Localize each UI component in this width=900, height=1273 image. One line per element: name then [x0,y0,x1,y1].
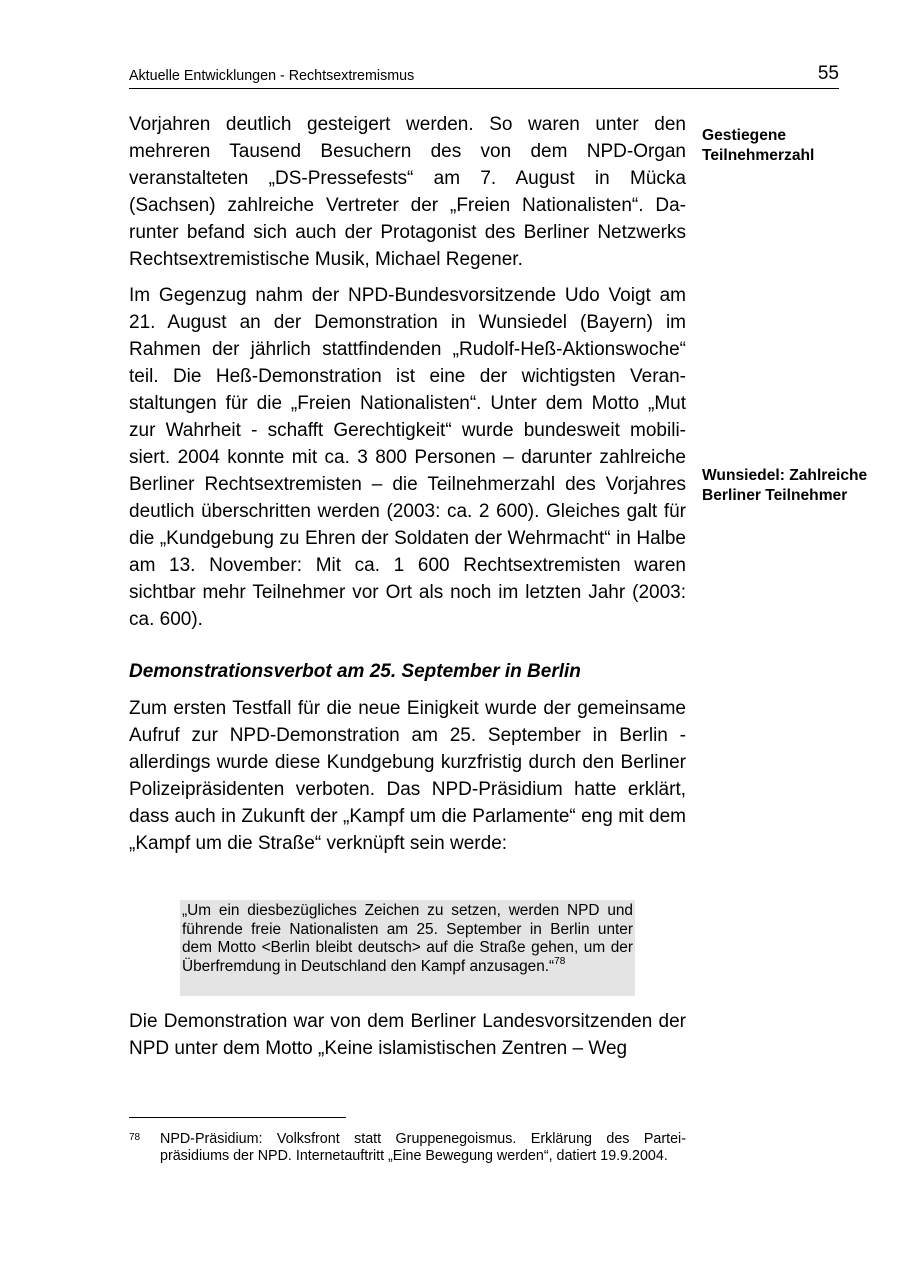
body-paragraph-3-wrap [129,695,686,857]
running-header [129,62,839,89]
section-heading: Demonstrationsverbot am 25. September in Berlin [129,661,581,682]
body-paragraph: Vorjahren deutlich gesteigert werden. So waren unter den mehreren Tausend Besuchern des von dem NPD-Organ veranstalteten „DS-Pressefests“ am 7. August in Mücka (Sachsen) zahlreiche Vertreter der „Freien Nationalisten“. Darunter befand sich auch der Protagonist des Berliner Netzwerks Rechtsextremistische Musik, Michael Regener. [129,114,686,270]
body-paragraph: Die Demonstration war von dem Berliner Landesvorsitzenden der NPD unter dem Motto „Keine islamistischen Zentren – Weg [129,1011,686,1059]
footnote-separator [129,1117,346,1118]
body-paragraph-1-wrap [129,111,686,273]
margin-note-teilnehmerzahl: Gestiegene Teilnehmerzahl [702,127,815,164]
body-paragraph: Im Gegenzug nahm der NPD-Bundesvorsitzende Udo Voigt am 21. August an der Demonstration in Wunsiedel (Bayern) im Rahmen der jährlich stattfindenden „Rudolf-Heß-Aktionswoche“ teil. Die Heß-Demonstration ist eine der wichtigsten Veranstaltungen für die „Freien Nationalisten“. Unter dem Motto „Mut zur Wahrheit - schafft Gerechtigkeit“ wurde bundesweit mobilisiert. 2004 konnte mit ca. 3 800 Personen – darunter zahlreiche Berliner Rechtsextremisten – die Teilnehmerzahl des Vorjahres deutlich überschritten werden (2003: ca. 2 600). Gleiches galt für die „Kundgebung zu Ehren der Soldaten der Wehrmacht“ in Halbe am 13. November: Mit ca. 1 600 Rechtsextremisten waren sichtbar mehr Teilnehmer vor Ort als noch im letzten Jahr (2003: ca. 600). [129,285,686,630]
footnote-number: 78 [129,1132,141,1143]
running-title: Aktuelle Entwicklungen - Rechtsextremismus [129,68,415,84]
page-number: 55 [817,63,839,84]
body-paragraph-4-wrap [129,1008,686,1062]
footnote-reference[interactable]: 78 [554,955,566,967]
quote-text: „Um ein diesbezügliches Zeichen zu setzen, werden NPD und führende freie Nationalisten am 25. September in Berlin unter dem Motto <Berlin bleibt deutsch> auf die Straße gehen, um der Überfremdung in Deutschland den Kampf anzusagen.“ [182,902,633,975]
footnote-text: NPD-Präsidium: Volksfront statt Gruppenegoismus. Erklärung des Parteipräsidiums der NPD. Internetauftritt „Eine Bewegung werden“, datiert 19.9.2004. [160,1131,686,1165]
block-quote [180,900,635,996]
section-heading-wrap [129,658,686,685]
body-paragraph-2-wrap [129,282,686,633]
quote-paragraph [180,900,635,976]
body-paragraph: Zum ersten Testfall für die neue Einigkeit wurde der gemeinsame Aufruf zur NPD-Demonstration am 25. September in Berlin - allerdings wurde diese Kundgebung kurzfristig durch den Berliner Polizeipräsidenten verboten. Das NPD-Präsidium hatte erklärt, dass auch in Zukunft der „Kampf um die Parlamente“ eng mit dem „Kampf um die Straße“ verknüpft sein werde: [129,698,686,854]
footnote [129,1131,686,1165]
margin-note-wunsiedel: Wunsiedel: Zahlreiche Berliner Teilnehmer [702,467,868,504]
